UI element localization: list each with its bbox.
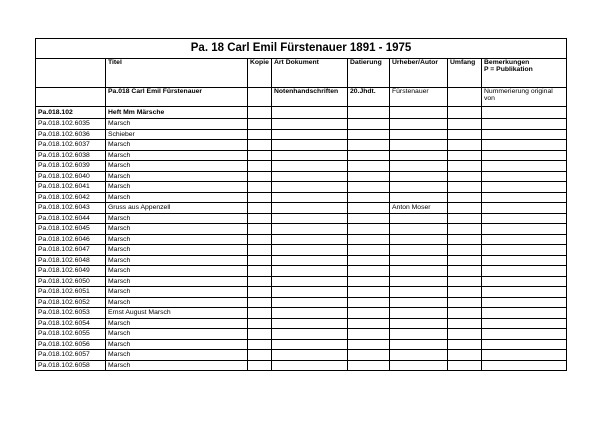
item-umfang	[448, 161, 482, 172]
item-kopie	[248, 245, 272, 256]
item-titel: Marsch	[106, 182, 248, 193]
item-umfang	[448, 203, 482, 214]
item-urheber	[390, 266, 448, 277]
item-bemerkungen	[482, 297, 567, 308]
page-title: Pa. 18 Carl Emil Fürstenauer 1891 - 1975	[36, 39, 567, 59]
table-row	[36, 182, 567, 193]
item-id: Pa.018.102.6040	[36, 171, 106, 182]
item-umfang	[448, 308, 482, 319]
series-kopie	[248, 107, 272, 119]
item-bemerkungen	[482, 192, 567, 203]
header-urheber: Urheber/Autor	[390, 59, 448, 88]
item-bemerkungen	[482, 266, 567, 277]
item-datierung	[348, 203, 390, 214]
item-umfang	[448, 339, 482, 350]
fonds-datierung: 20.Jhdt.	[348, 88, 390, 107]
item-id: Pa.018.102.6056	[36, 339, 106, 350]
item-id: Pa.018.102.6053	[36, 308, 106, 319]
header-titel: Titel	[106, 59, 248, 88]
item-titel: Marsch	[106, 360, 248, 371]
fonds-urheber: Fürstenauer	[390, 88, 448, 107]
item-id: Pa.018.102.6054	[36, 318, 106, 329]
item-datierung	[348, 276, 390, 287]
item-bemerkungen	[482, 213, 567, 224]
item-urheber	[390, 318, 448, 329]
item-art	[272, 255, 348, 266]
item-umfang	[448, 350, 482, 361]
table-row	[36, 171, 567, 182]
item-kopie	[248, 276, 272, 287]
inventory-sheet	[35, 38, 566, 371]
item-kopie	[248, 308, 272, 319]
item-datierung	[348, 297, 390, 308]
item-titel: Schieber	[106, 129, 248, 140]
series-bemerkungen	[482, 107, 567, 119]
fonds-art: Notenhandschriften	[272, 88, 348, 107]
item-bemerkungen	[482, 350, 567, 361]
header-bemerkungen-label: Bemerkungen	[484, 59, 530, 66]
item-id: Pa.018.102.6047	[36, 245, 106, 256]
item-datierung	[348, 360, 390, 371]
item-umfang	[448, 150, 482, 161]
series-datierung	[348, 107, 390, 119]
item-kopie	[248, 255, 272, 266]
item-datierung	[348, 266, 390, 277]
item-kopie	[248, 129, 272, 140]
table-row	[36, 287, 567, 298]
title-row	[36, 39, 567, 59]
item-kopie	[248, 182, 272, 193]
item-titel: Gruss aus Appenzell	[106, 203, 248, 214]
item-id: Pa.018.102.6041	[36, 182, 106, 193]
item-kopie	[248, 224, 272, 235]
item-kopie	[248, 339, 272, 350]
item-bemerkungen	[482, 318, 567, 329]
item-kopie	[248, 350, 272, 361]
item-bemerkungen	[482, 129, 567, 140]
item-id: Pa.018.102.6057	[36, 350, 106, 361]
fonds-signatur	[36, 88, 106, 107]
item-datierung	[348, 213, 390, 224]
item-umfang	[448, 224, 482, 235]
item-datierung	[348, 150, 390, 161]
item-bemerkungen	[482, 329, 567, 340]
item-umfang	[448, 129, 482, 140]
item-id: Pa.018.102.6039	[36, 161, 106, 172]
item-id: Pa.018.102.6043	[36, 203, 106, 214]
item-id: Pa.018.102.6042	[36, 192, 106, 203]
header-bemerkungen	[482, 59, 567, 88]
table-row	[36, 224, 567, 235]
item-art	[272, 182, 348, 193]
item-titel: Marsch	[106, 297, 248, 308]
item-datierung	[348, 192, 390, 203]
item-titel: Marsch	[106, 119, 248, 130]
header-signatur	[36, 59, 106, 88]
fonds-row	[36, 88, 567, 107]
item-datierung	[348, 350, 390, 361]
item-kopie	[248, 360, 272, 371]
series-umfang	[448, 107, 482, 119]
item-bemerkungen	[482, 308, 567, 319]
item-art	[272, 308, 348, 319]
item-datierung	[348, 234, 390, 245]
item-titel: Marsch	[106, 287, 248, 298]
table-row	[36, 360, 567, 371]
item-urheber	[390, 287, 448, 298]
item-kopie	[248, 234, 272, 245]
item-bemerkungen	[482, 140, 567, 151]
item-titel: Marsch	[106, 213, 248, 224]
item-umfang	[448, 329, 482, 340]
item-art	[272, 329, 348, 340]
item-datierung	[348, 339, 390, 350]
item-datierung	[348, 161, 390, 172]
item-umfang	[448, 360, 482, 371]
item-kopie	[248, 266, 272, 277]
item-umfang	[448, 245, 482, 256]
item-umfang	[448, 140, 482, 151]
item-urheber	[390, 224, 448, 235]
item-urheber	[390, 245, 448, 256]
item-urheber	[390, 140, 448, 151]
table-row	[36, 266, 567, 277]
item-umfang	[448, 266, 482, 277]
table-row	[36, 192, 567, 203]
item-titel: Marsch	[106, 255, 248, 266]
item-umfang	[448, 276, 482, 287]
item-art	[272, 224, 348, 235]
item-umfang	[448, 171, 482, 182]
item-id: Pa.018.102.6045	[36, 224, 106, 235]
table-row	[36, 150, 567, 161]
item-id: Pa.018.102.6038	[36, 150, 106, 161]
item-titel: Marsch	[106, 339, 248, 350]
item-datierung	[348, 245, 390, 256]
item-umfang	[448, 297, 482, 308]
item-datierung	[348, 287, 390, 298]
item-titel: Marsch	[106, 161, 248, 172]
item-bemerkungen	[482, 150, 567, 161]
inventory-table	[35, 38, 567, 371]
series-id: Pa.018.102	[36, 107, 106, 119]
item-urheber	[390, 161, 448, 172]
item-titel: Marsch	[106, 350, 248, 361]
item-umfang	[448, 213, 482, 224]
series-urheber	[390, 107, 448, 119]
table-row	[36, 308, 567, 319]
item-id: Pa.018.102.6036	[36, 129, 106, 140]
item-datierung	[348, 119, 390, 130]
item-kopie	[248, 150, 272, 161]
item-art	[272, 192, 348, 203]
fonds-kopie	[248, 88, 272, 107]
table-row	[36, 318, 567, 329]
item-kopie	[248, 192, 272, 203]
item-urheber	[390, 150, 448, 161]
item-datierung	[348, 224, 390, 235]
item-umfang	[448, 182, 482, 193]
item-art	[272, 213, 348, 224]
item-urheber	[390, 119, 448, 130]
item-urheber	[390, 234, 448, 245]
item-art	[272, 339, 348, 350]
item-datierung	[348, 308, 390, 319]
item-bemerkungen	[482, 171, 567, 182]
item-umfang	[448, 234, 482, 245]
item-art	[272, 276, 348, 287]
item-kopie	[248, 329, 272, 340]
item-urheber	[390, 297, 448, 308]
item-art	[272, 234, 348, 245]
item-kopie	[248, 119, 272, 130]
item-urheber	[390, 329, 448, 340]
item-bemerkungen	[482, 119, 567, 130]
item-urheber	[390, 171, 448, 182]
item-art	[272, 245, 348, 256]
item-id: Pa.018.102.6050	[36, 276, 106, 287]
item-datierung	[348, 171, 390, 182]
item-bemerkungen	[482, 182, 567, 193]
table-row	[36, 129, 567, 140]
item-titel: Marsch	[106, 150, 248, 161]
item-urheber	[390, 339, 448, 350]
table-row	[36, 119, 567, 130]
item-urheber	[390, 360, 448, 371]
item-art	[272, 203, 348, 214]
item-titel: Marsch	[106, 140, 248, 151]
table-row	[36, 276, 567, 287]
item-id: Pa.018.102.6037	[36, 140, 106, 151]
item-kopie	[248, 171, 272, 182]
item-id: Pa.018.102.6046	[36, 234, 106, 245]
series-art	[272, 107, 348, 119]
table-row	[36, 255, 567, 266]
item-bemerkungen	[482, 255, 567, 266]
item-art	[272, 119, 348, 130]
item-bemerkungen	[482, 287, 567, 298]
item-umfang	[448, 255, 482, 266]
table-row	[36, 245, 567, 256]
table-row	[36, 350, 567, 361]
item-id: Pa.018.102.6052	[36, 297, 106, 308]
item-art	[272, 318, 348, 329]
item-id: Pa.018.102.6055	[36, 329, 106, 340]
item-kopie	[248, 318, 272, 329]
item-bemerkungen	[482, 203, 567, 214]
item-art	[272, 266, 348, 277]
item-titel: Marsch	[106, 276, 248, 287]
item-datierung	[348, 140, 390, 151]
item-datierung	[348, 129, 390, 140]
item-bemerkungen	[482, 360, 567, 371]
item-bemerkungen	[482, 234, 567, 245]
item-titel: Marsch	[106, 245, 248, 256]
table-row	[36, 161, 567, 172]
item-art	[272, 287, 348, 298]
header-umfang: Umfang	[448, 59, 482, 88]
item-urheber: Anton Moser	[390, 203, 448, 214]
item-art	[272, 360, 348, 371]
item-titel: Marsch	[106, 234, 248, 245]
item-art	[272, 161, 348, 172]
header-kopie: Kopie	[248, 59, 272, 88]
item-kopie	[248, 203, 272, 214]
item-titel: Marsch	[106, 318, 248, 329]
series-titel: Heft Mm Märsche	[106, 107, 248, 119]
item-titel: Marsch	[106, 224, 248, 235]
item-bemerkungen	[482, 276, 567, 287]
item-urheber	[390, 255, 448, 266]
item-bemerkungen	[482, 339, 567, 350]
item-kopie	[248, 213, 272, 224]
item-art	[272, 129, 348, 140]
item-kopie	[248, 161, 272, 172]
item-datierung	[348, 318, 390, 329]
header-datierung: Datierung	[348, 59, 390, 88]
header-art-dokument: Art Dokument	[272, 59, 348, 88]
item-art	[272, 140, 348, 151]
table-row	[36, 339, 567, 350]
item-id: Pa.018.102.6058	[36, 360, 106, 371]
item-id: Pa.018.102.6044	[36, 213, 106, 224]
item-kopie	[248, 140, 272, 151]
item-urheber	[390, 182, 448, 193]
item-urheber	[390, 276, 448, 287]
item-art	[272, 350, 348, 361]
item-art	[272, 171, 348, 182]
item-kopie	[248, 287, 272, 298]
item-titel: Ernst August Marsch	[106, 308, 248, 319]
table-row	[36, 234, 567, 245]
item-titel: Marsch	[106, 171, 248, 182]
item-id: Pa.018.102.6048	[36, 255, 106, 266]
item-kopie	[248, 297, 272, 308]
item-titel: Marsch	[106, 192, 248, 203]
item-titel: Marsch	[106, 266, 248, 277]
item-umfang	[448, 192, 482, 203]
header-row	[36, 59, 567, 88]
table-row	[36, 140, 567, 151]
series-row	[36, 107, 567, 119]
item-id: Pa.018.102.6051	[36, 287, 106, 298]
table-row	[36, 213, 567, 224]
item-bemerkungen	[482, 224, 567, 235]
item-id: Pa.018.102.6049	[36, 266, 106, 277]
item-urheber	[390, 350, 448, 361]
table-row	[36, 329, 567, 340]
fonds-titel: Pa.018 Carl Emil Fürstenauer	[106, 88, 248, 107]
table-row	[36, 203, 567, 214]
header-publikation-label: P = Publikation	[484, 66, 533, 74]
item-datierung	[348, 329, 390, 340]
item-bemerkungen	[482, 245, 567, 256]
item-umfang	[448, 287, 482, 298]
item-urheber	[390, 213, 448, 224]
fonds-bemerkungen: Nummerierung original von	[482, 88, 567, 107]
item-urheber	[390, 192, 448, 203]
item-id: Pa.018.102.6035	[36, 119, 106, 130]
item-urheber	[390, 308, 448, 319]
item-art	[272, 297, 348, 308]
table-row	[36, 297, 567, 308]
item-art	[272, 150, 348, 161]
item-titel: Marsch	[106, 329, 248, 340]
item-umfang	[448, 119, 482, 130]
item-datierung	[348, 182, 390, 193]
item-bemerkungen	[482, 161, 567, 172]
fonds-umfang	[448, 88, 482, 107]
item-datierung	[348, 255, 390, 266]
item-umfang	[448, 318, 482, 329]
item-urheber	[390, 129, 448, 140]
